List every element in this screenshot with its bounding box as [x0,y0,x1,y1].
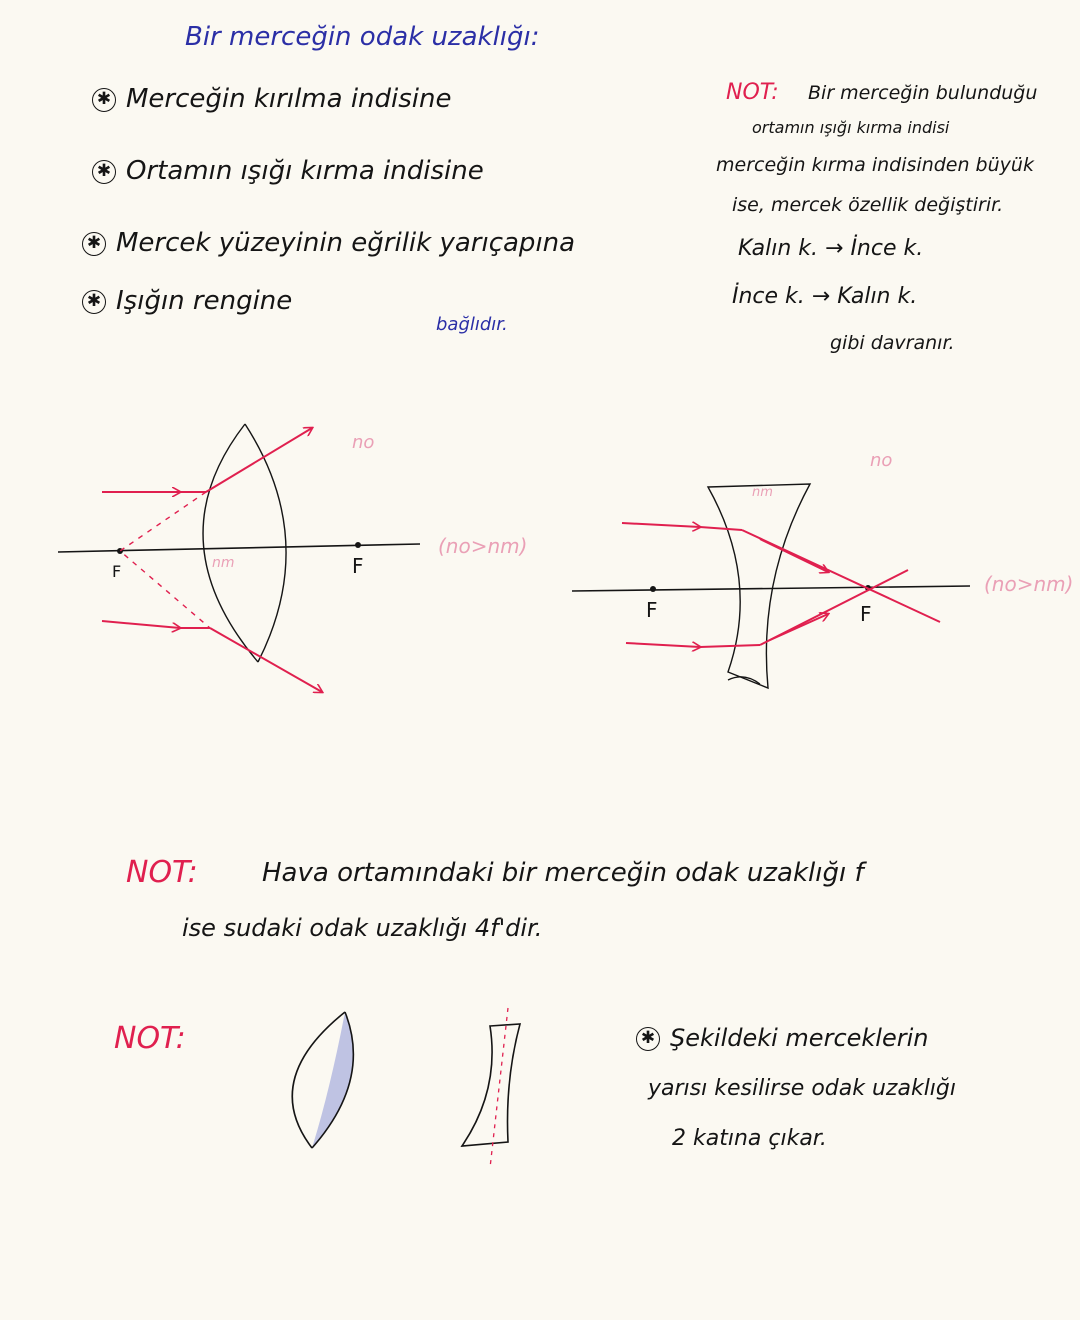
lens-index-label: nm [752,485,773,500]
cut-line [490,1008,508,1168]
page-title: Bir merceğin odak uzaklığı: [185,22,540,52]
asterisk-bullet-icon: ✱ [92,88,116,112]
note-line: ise, mercek özellik değiştirir. [732,194,1004,216]
light-ray [760,539,828,572]
light-ray [700,645,760,647]
light-ray [210,628,322,692]
focal-point [650,586,656,592]
note-line: Hava ortamındaki bir merceğin odak uzaklığı f [262,858,864,888]
note-label: NOT: [726,80,779,105]
note-line: 2 katına çıkar. [672,1126,827,1151]
note-label: NOT: [114,1021,186,1056]
list-item: ✱ Mercek yüzeyinin eğrilik yarıçapına [82,230,575,256]
light-ray [102,621,180,628]
note-line: gibi davranır. [830,332,955,354]
note-line: ortamın ışığı kırma indisi [752,118,950,137]
lens-outline [708,484,810,688]
figure-half-lenses [292,1008,520,1168]
note-line: merceğin kırma indisinden büyük [716,154,1034,176]
light-ray [622,523,700,527]
note-label: NOT: [126,855,198,890]
focus-label: F [646,598,658,622]
note-line: ✱ Şekildeki merceklerin [636,1026,928,1051]
principal-axis [58,544,420,552]
asterisk-bullet-icon: ✱ [82,290,106,314]
list-item: ✱ Merceğin kırılma indisine [92,86,452,112]
list-item: ✱ Ortamın ışığı kırma indisine [92,158,484,184]
focus-label: F [352,554,364,578]
asterisk-bullet-icon: ✱ [82,232,106,256]
condition-label: (no>nm) [438,534,528,558]
figure-diverging-lens [572,484,970,688]
light-ray [626,643,700,647]
medium-index-label: no [870,450,893,471]
virtual-ray [120,492,210,628]
condition-label: (no>nm) [984,572,1074,596]
figure-converging-lens [58,424,420,692]
light-ray [770,614,828,640]
half-lens-shade [312,1012,348,1148]
principal-axis [572,586,970,591]
note-line: İnce k. → Kalın k. [732,284,918,309]
note-line: Kalın k. → İnce k. [738,236,924,261]
focal-point [355,542,361,548]
focus-label: F [860,602,872,626]
lens-index-label: nm [212,555,235,571]
lens-outline [203,424,286,662]
list-suffix: bağlıdır. [436,314,508,335]
list-item: ✱ Işığın rengine [82,288,292,314]
note-line: yarısı kesilirse odak uzaklığı [648,1076,956,1101]
asterisk-bullet-icon: ✱ [92,160,116,184]
light-ray [700,527,742,530]
medium-index-label: no [352,432,375,453]
note-line: ise sudaki odak uzaklığı 4f'dir. [182,914,543,942]
focus-label: F [112,562,122,581]
lens-outline [462,1024,520,1146]
note-line: Bir merceğin bulunduğu [808,82,1038,104]
asterisk-bullet-icon: ✱ [636,1027,660,1051]
